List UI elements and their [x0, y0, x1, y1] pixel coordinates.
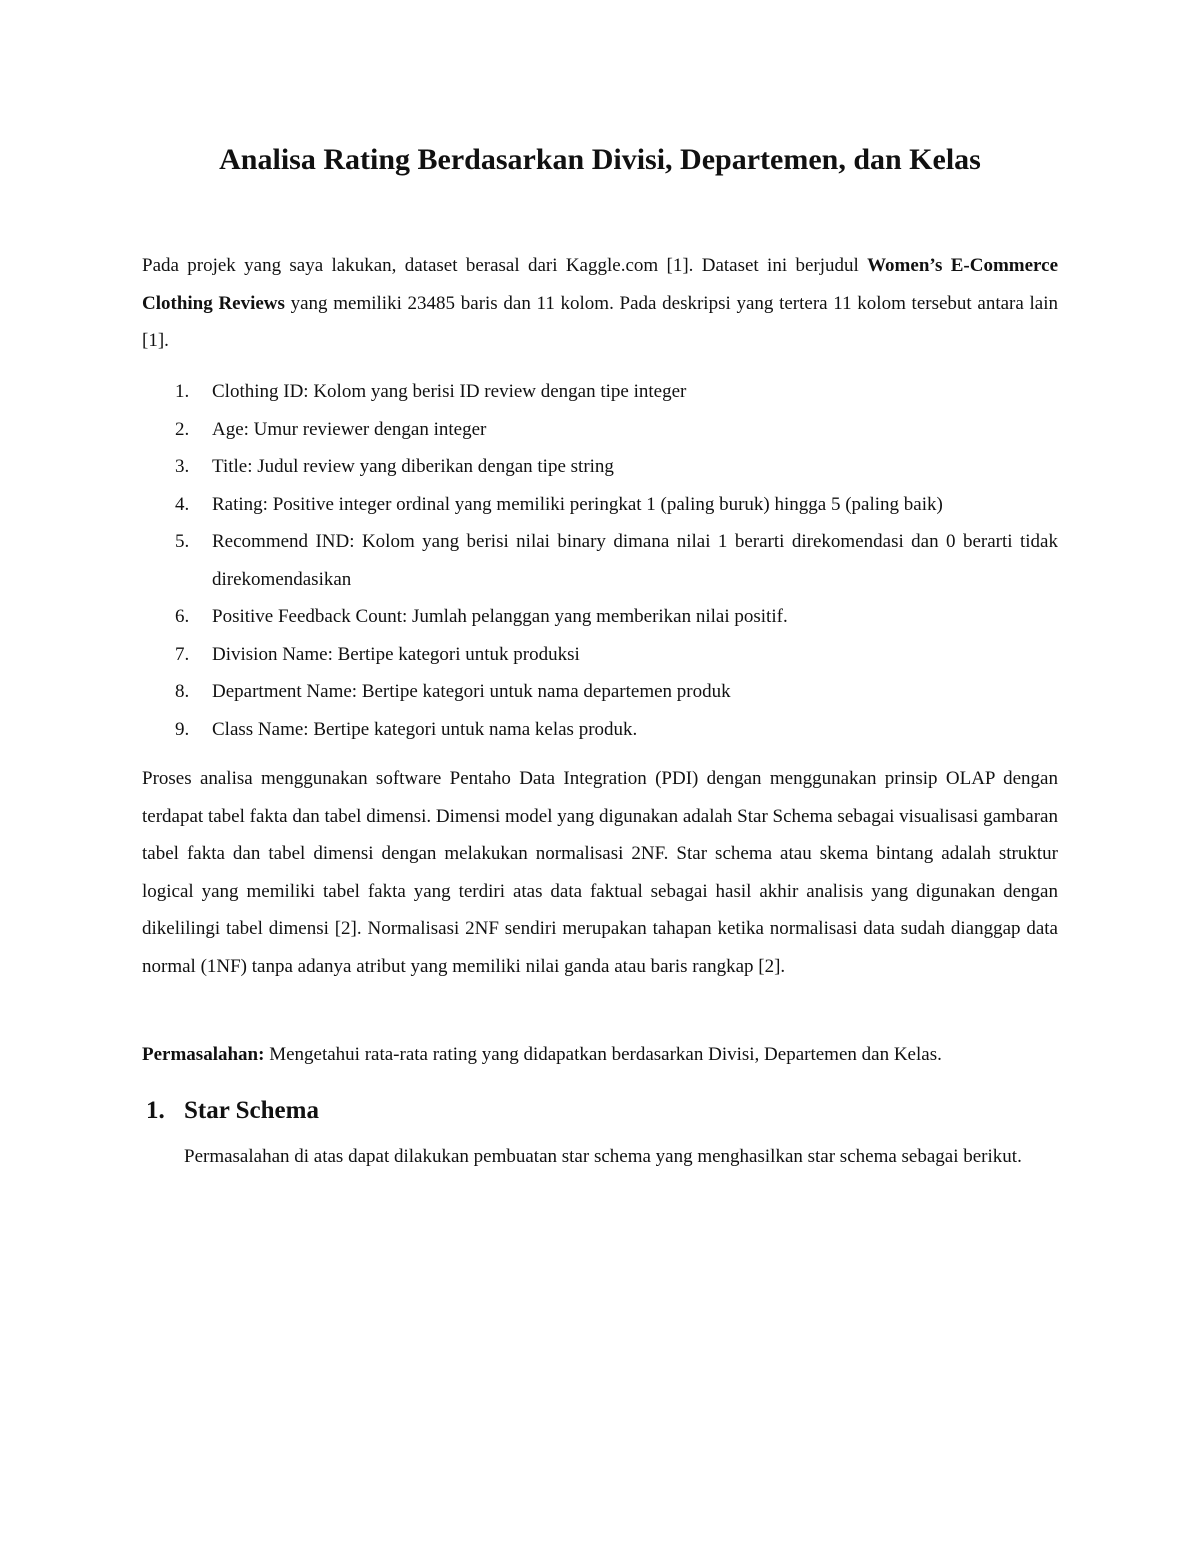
- intro-paragraph: [142, 247, 1058, 360]
- list-item-number: 6.: [175, 606, 190, 627]
- list-item-text: Department Name: Bertipe kategori untuk nama departemen produk: [212, 681, 731, 702]
- list-item: [142, 598, 1058, 636]
- list-item-text: Rating: Positive integer ordinal yang memiliki peringkat 1 (paling buruk) hingga 5 (paling baik): [212, 493, 943, 515]
- list-item: [142, 486, 1058, 524]
- list-item-number: 4.: [175, 493, 190, 515]
- list-item: [142, 411, 1058, 449]
- list-item: [142, 373, 1058, 411]
- list-item-number: 5.: [175, 531, 190, 552]
- list-item-text: Title: Judul review yang diberikan dengan tipe string: [212, 456, 614, 477]
- list-item-text: Positive Feedback Count: Jumlah pelanggan yang memberikan nilai positif.: [212, 606, 788, 627]
- section-title: Star Schema: [184, 1097, 319, 1124]
- section-body: Permasalahan di atas dapat dilakukan pembuatan star schema yang menghasilkan star schema sebagai berikut.: [184, 1146, 1022, 1167]
- list-item-text: Recommend IND: Kolom yang berisi nilai binary dimana nilai 1 berarti direkomendasi dan 0 berarti tidak direkomendasikan: [212, 531, 1058, 590]
- list-item-text: Age: Umur reviewer dengan integer: [212, 418, 487, 440]
- list-item-number: 2.: [175, 418, 190, 440]
- list-item-number: 9.: [175, 718, 190, 740]
- list-item-number: 1.: [175, 381, 190, 402]
- list-item: [142, 523, 1058, 598]
- intro-text-1: Pada projek yang saya lakukan, dataset berasal dari Kaggle.com [1]. Dataset ini berjudul: [142, 255, 868, 276]
- list-item-number: 8.: [175, 681, 190, 702]
- document-title: Analisa Rating Berdasarkan Divisi, Departemen, dan Kelas: [219, 143, 981, 176]
- list-item: [142, 673, 1058, 711]
- column-list: [142, 373, 1058, 748]
- intro-text-2: yang memiliki 23485 baris dan 11 kolom. Pada deskripsi yang tertera 11 kolom tersebut antara lain [1].: [142, 292, 1058, 351]
- list-item: [142, 711, 1058, 749]
- list-item: [142, 636, 1058, 674]
- problem-paragraph: [142, 1036, 1058, 1074]
- dataset-name: Women’s E-Commerce Clothing Reviews: [142, 255, 1059, 314]
- list-item: [142, 448, 1058, 486]
- list-item-text: Clothing ID: Kolom yang berisi ID review dengan tipe integer: [212, 381, 687, 402]
- problem-text: Mengetahui rata-rata rating yang didapatkan berdasarkan Divisi, Departemen dan Kelas.: [264, 1044, 942, 1065]
- list-item-text: Division Name: Bertipe kategori untuk produksi: [212, 643, 580, 665]
- problem-label: Permasalahan:: [142, 1044, 265, 1065]
- list-item-number: 3.: [175, 456, 190, 477]
- list-item-number: 7.: [175, 643, 190, 665]
- list-item-text: Class Name: Bertipe kategori untuk nama kelas produk.: [212, 718, 638, 740]
- section-heading: [146, 1092, 319, 1130]
- process-paragraph: Proses analisa menggunakan software Pentaho Data Integration (PDI) dengan menggunakan prinsip OLAP dengan terdapat tabel fakta dan tabel dimensi. Dimensi model yang digunakan adalah Star Schema sebagai visualisasi gambaran tabel fakta dan tabel dimensi dengan melakukan normalisasi 2NF. Star schema atau skema bintang adalah struktur logical yang memiliki tabel fakta yang terdiri atas data faktual sebagai hasil akhir analisis yang digunakan dengan dikelilingi tabel dimensi [2]. Normalisasi 2NF sendiri merupakan tahapan ketika normalisasi data sudah dianggap data normal (1NF) tanpa adanya atribut yang memiliki nilai ganda atau baris rangkap [2].: [142, 768, 1058, 977]
- section-number: 1.: [146, 1097, 165, 1124]
